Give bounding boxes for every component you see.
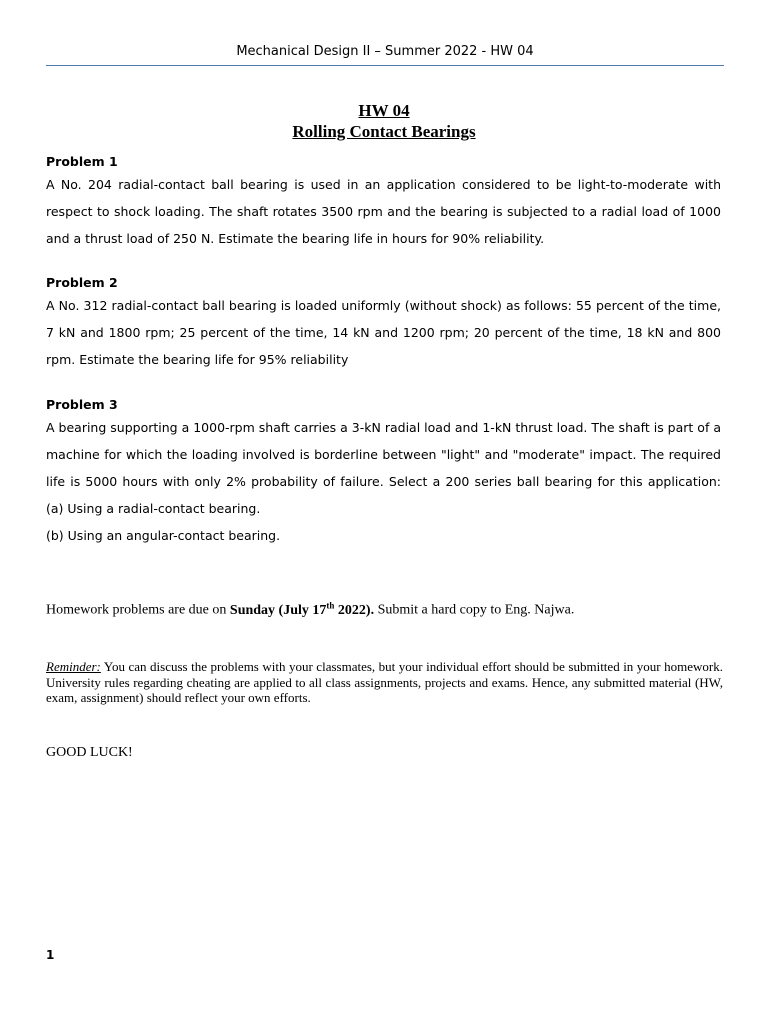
problem-text xyxy=(46,171,721,252)
page-title: HW 04 xyxy=(358,101,410,120)
problem-3 xyxy=(46,397,721,549)
problem-line: A bearing supporting a 1000-rpm shaft carries a 3-kN radial load and 1-kN thrust load. The shaft is part of a xyxy=(46,420,721,435)
due-suffix: Submit a hard copy to Eng. Najwa. xyxy=(374,602,575,618)
problem-text xyxy=(46,292,721,373)
problem-heading: Problem 2 xyxy=(46,275,118,290)
reminder-label: Reminder: xyxy=(46,659,101,674)
page-number: 1 xyxy=(46,948,55,962)
reminder-paragraph xyxy=(46,659,723,706)
problem-line: respect to shock loading. The shaft rotates 3500 rpm and the bearing is subjected to a radial load of 1000 xyxy=(46,204,721,219)
problem-line: (a) Using a radial-contact bearing. xyxy=(46,501,261,516)
closing-text: GOOD LUCK! xyxy=(46,745,133,760)
problem-line: A No. 204 radial-contact ball bearing is used in an application considered to be light-to-moderate with xyxy=(46,177,721,192)
problem-line: A No. 312 radial-contact ball bearing is loaded uniformly (without shock) as follows: 55 percent of the time, xyxy=(46,298,721,313)
reminder-text: You can discuss the problems with your classmates, but your individual effort should be submitted in your homework. University rules regarding cheating are applied to all class assignments, projects and exams. Hence, any submitted material (HW, exam, assignment) should reflect your own efforts. xyxy=(46,659,723,705)
problem-line: (b) Using an angular-contact bearing. xyxy=(46,528,281,543)
header-rule xyxy=(46,65,724,66)
due-date-notice xyxy=(46,600,574,619)
problem-line: 7 kN and 1800 rpm; 25 percent of the time, 14 kN and 1200 rpm; 20 percent of the time, 18 kN and 800 xyxy=(46,325,721,340)
due-prefix: Homework problems are due on xyxy=(46,602,230,618)
problem-2 xyxy=(46,275,721,373)
problem-line: and a thrust load of 250 N. Estimate the bearing life in hours for 90% reliability. xyxy=(46,231,545,246)
problem-line: rpm. Estimate the bearing life for 95% reliability xyxy=(46,352,349,367)
page-subtitle: Rolling Contact Bearings xyxy=(292,122,476,141)
problem-line: machine for which the loading involved is borderline between "light" and "moderate" impact. The required xyxy=(46,447,721,462)
due-year: 2022). xyxy=(334,602,375,618)
due-date-superscript: th xyxy=(326,600,335,610)
problem-heading: Problem 1 xyxy=(46,154,118,169)
problem-line: life is 5000 hours with only 2% probability of failure. Select a 200 series ball bearing for this application: xyxy=(46,474,721,489)
problem-1 xyxy=(46,154,721,252)
running-header: Mechanical Design II – Summer 2022 - HW 04 xyxy=(236,44,534,59)
problem-text xyxy=(46,414,721,549)
problem-heading: Problem 3 xyxy=(46,397,118,412)
due-date: Sunday (July 17 xyxy=(229,602,327,618)
